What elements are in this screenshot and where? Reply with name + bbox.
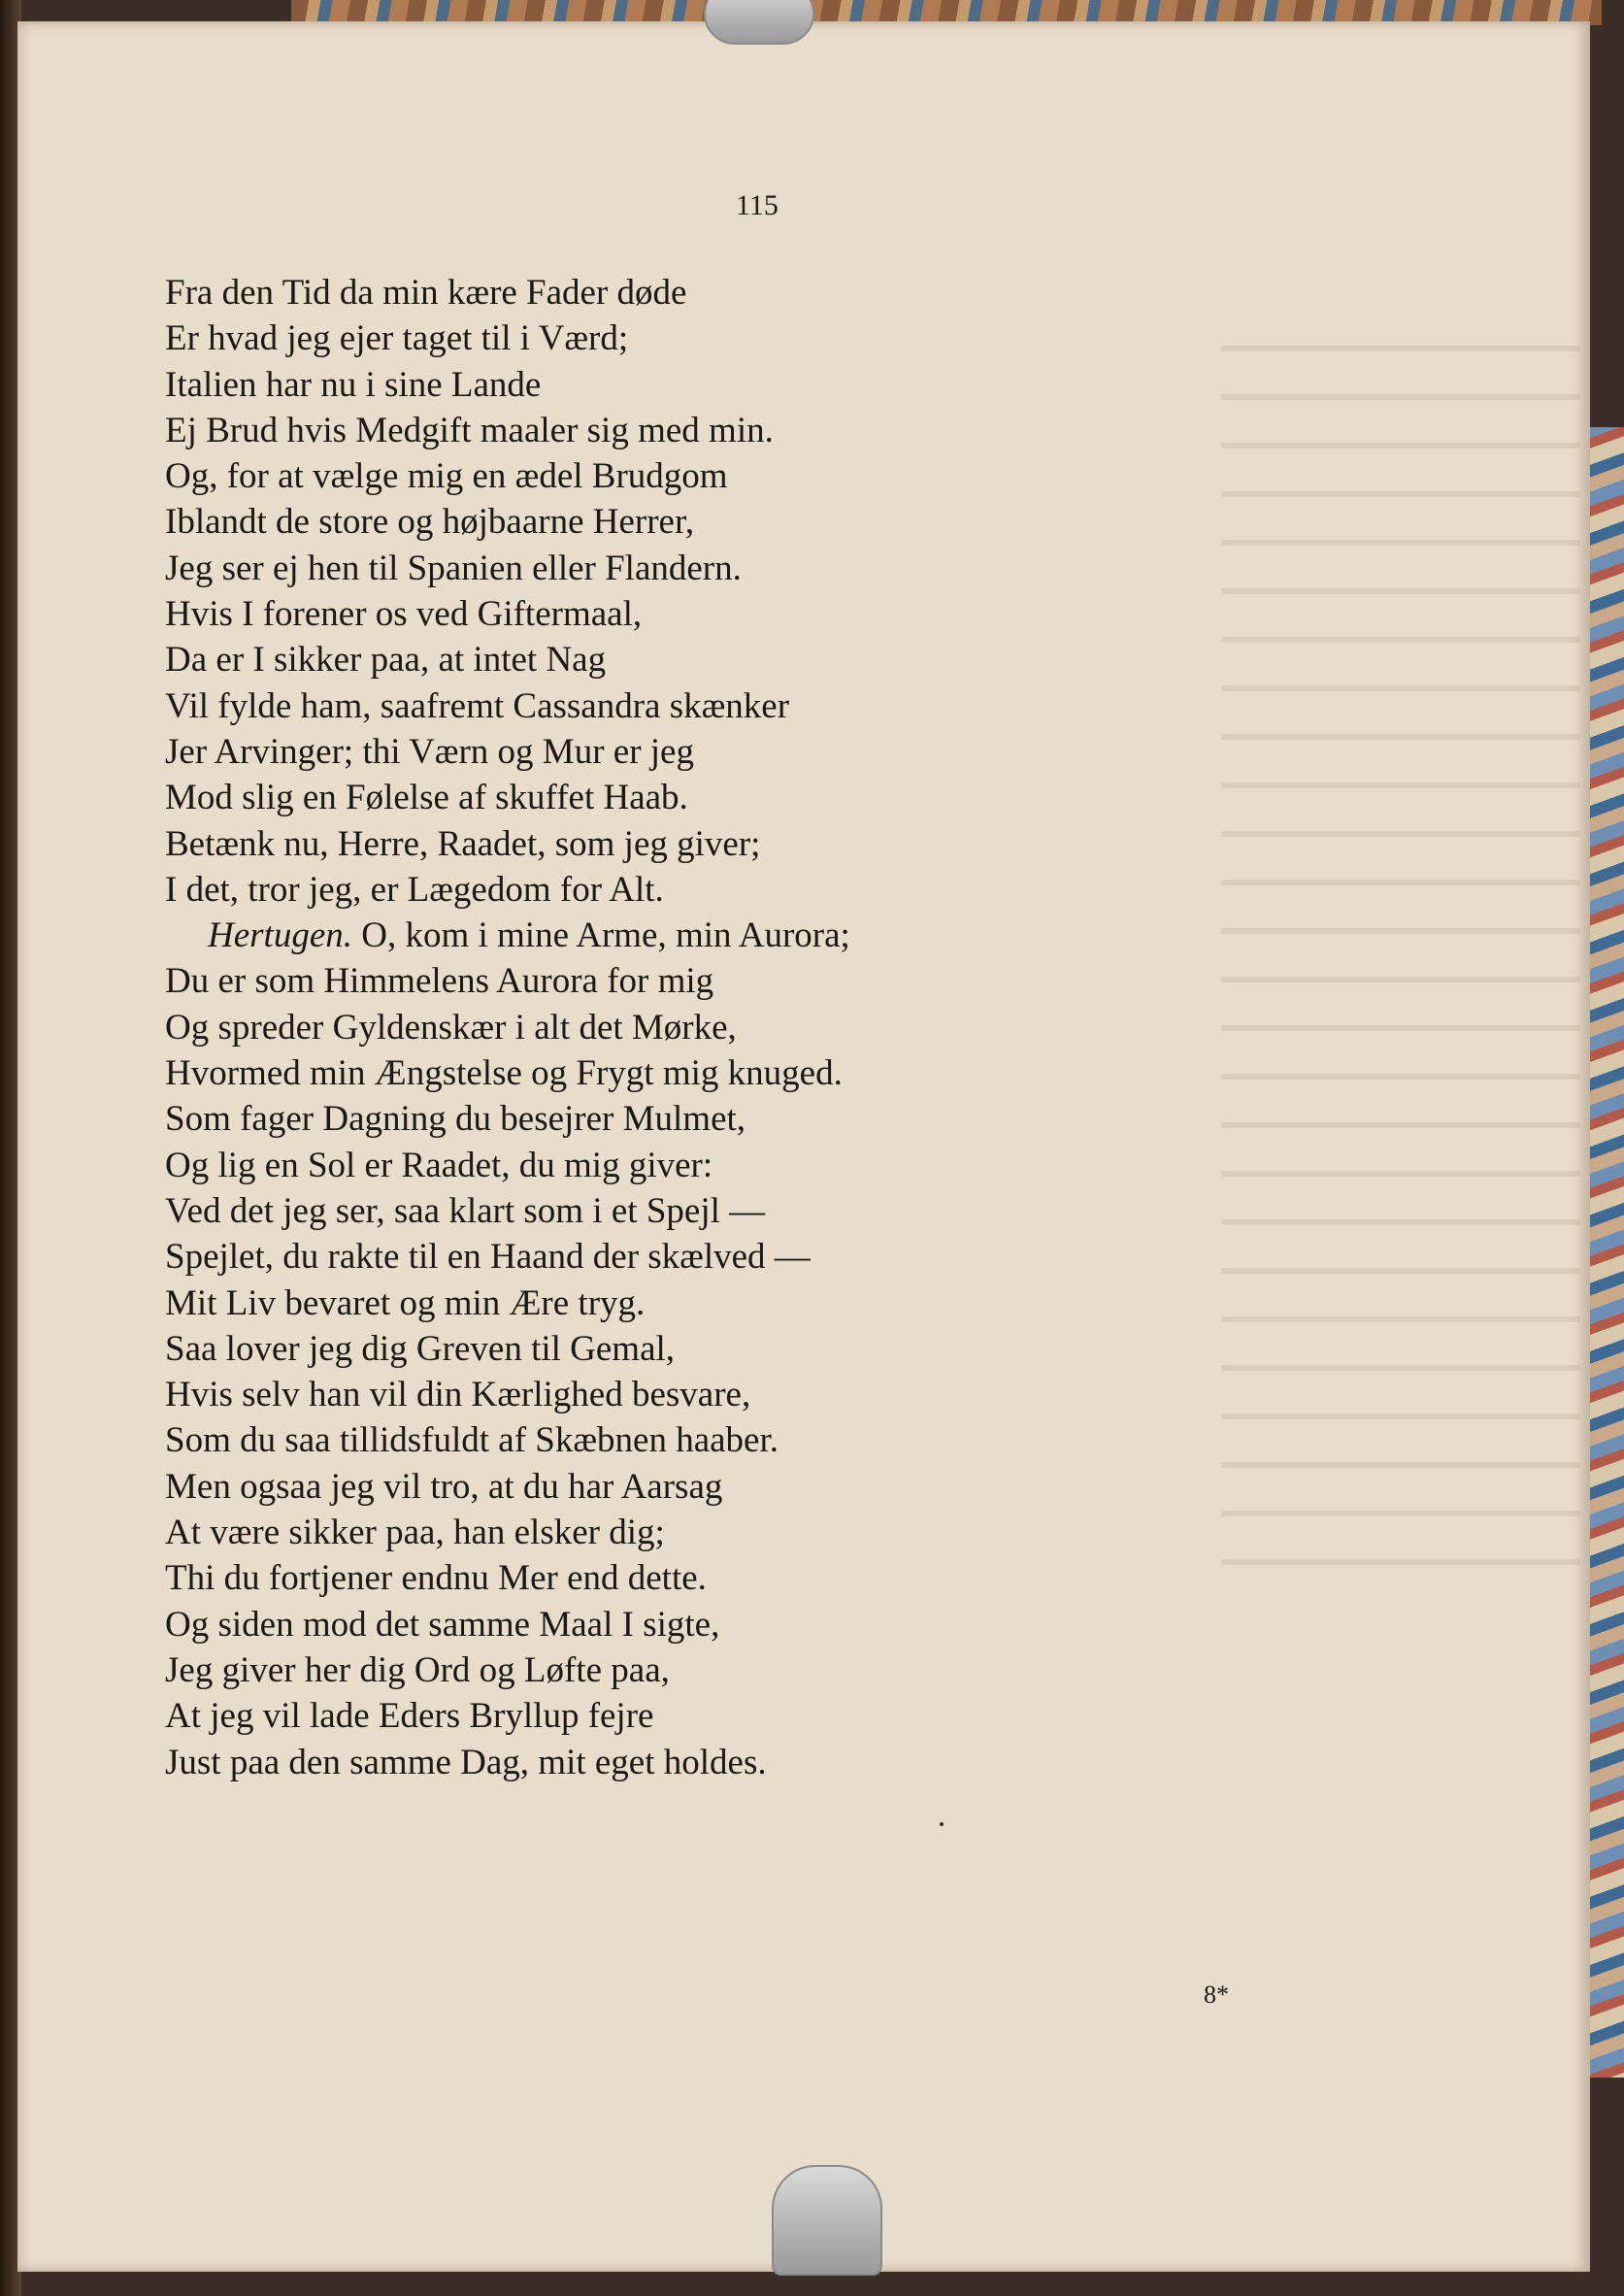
verse-line: Og spreder Gyldenskær i alt det Mørke, [165,1007,737,1048]
verse-line: I det, tror jeg, er Lægedom for Alt. [165,869,664,910]
verse-line: Som fager Dagning du besejrer Mulmet, [165,1099,746,1140]
verse-line: Italien har nu i sine Lande [165,364,542,405]
verse-line: Jeg giver her dig Ord og Løfte paa, [165,1649,670,1690]
speaker-line [165,913,1136,958]
verse-line: Thi du fortjener endnu Mer end dette. [165,1558,707,1599]
signature-mark: 8* [1204,1980,1229,2009]
verse-line: Fra den Tid da min kære Fader døde [165,273,687,313]
verse-line: Vil fylde ham, saafremt Cassandra skænker [165,685,790,726]
verse-line: Hvormed min Ængstelse og Frygt mig knuged. [165,1053,843,1094]
verse-line: Spejlet, du rakte til en Haand der skælved — [165,1237,811,1278]
verse-line: At være sikker paa, han elsker dig; [165,1513,665,1553]
verse-line: Men ogsaa jeg vil tro, at du har Aarsag [165,1466,723,1507]
verse-line: Er hvad jeg ejer taget til i Værd; [165,318,629,359]
verse-line: Du er som Himmelens Aurora for mig [165,961,714,1002]
verse-line: Som du saa tillidsfuldt af Skæbnen haaber. [165,1420,779,1461]
verse-line: Og, for at vælge mig en ædel Brudgom [165,456,728,497]
speaker-name: Hertugen. [208,915,352,956]
verse-line: Mit Liv bevaret og min Ære tryg. [165,1282,646,1323]
verse-line: Hvis I forener os ved Giftermaal, [165,594,643,635]
verse-line: Betænk nu, Herre, Raadet, som jeg giver; [165,823,761,864]
verse-line: Da er I sikker paa, at intet Nag [165,640,607,681]
verse-line: Og lig en Sol er Raadet, du mig giver: [165,1145,713,1185]
page-clip-bottom [772,2165,882,2276]
verse-line: Jer Arvinger; thi Værn og Mur er jeg [165,731,694,772]
verse-line: Mod slig en Følelse af skuffet Haab. [165,778,688,818]
verse-line: Og siden mod det samme Maal I sigte, [165,1604,720,1645]
show-through-text [1221,313,1580,1575]
page-clip-top [704,0,814,45]
verse-line: Saa lover jeg dig Greven til Gemal, [165,1328,676,1369]
speck [940,1822,944,1826]
page-number: 115 [736,189,779,221]
verse-line: Iblandt de store og højbaarne Herrer, [165,502,695,543]
verse-line: Ej Brud hvis Medgift maaler sig med min. [165,410,774,450]
verse-text [165,270,1136,1785]
verse-line: Ved det jeg ser, saa klart som i et Spejl — [165,1190,766,1231]
verse-line: Just paa den samme Dag, mit eget holdes. [165,1742,767,1782]
verse-line: Hvis selv han vil din Kærlighed besvare, [165,1375,751,1415]
verse-line: At jeg vil lade Eders Bryllup fejre [165,1696,654,1737]
verse-line: O, kom i mine Arme, min Aurora; [352,915,850,956]
verse-line: Jeg ser ej hen til Spanien eller Flandern. [165,548,742,588]
